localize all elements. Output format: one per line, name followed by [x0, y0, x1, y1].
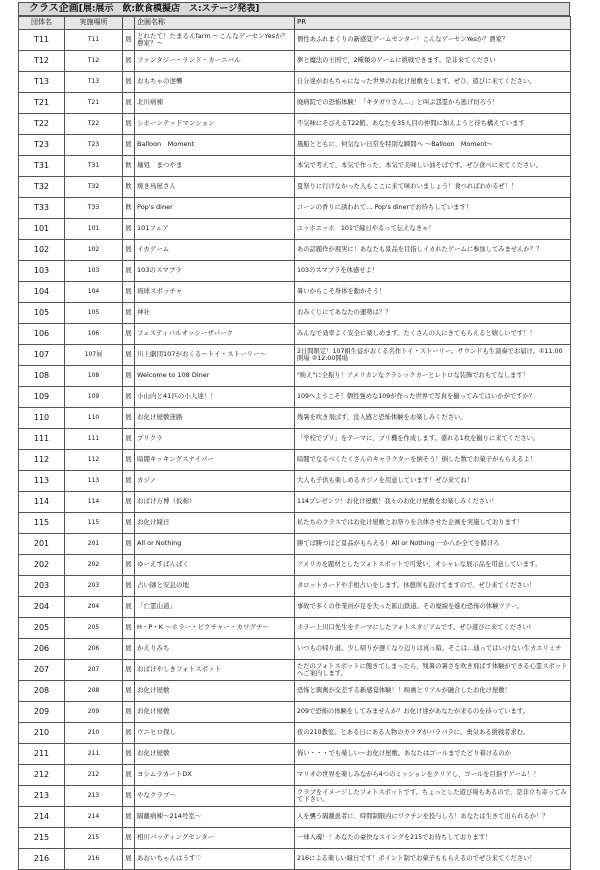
type-cell: 展 — [123, 786, 135, 807]
project-name-cell: 北川病棟 — [135, 93, 295, 114]
type-cell: 展 — [123, 597, 135, 618]
pr-cell: 残暑を吹き飛ばす、没入感と恐怖体験をお楽しみください。 — [295, 408, 571, 429]
group-id-cell: 214 — [19, 807, 65, 828]
type-cell: 展 — [123, 135, 135, 156]
venue-cell: 210 — [65, 723, 123, 744]
project-name-cell: Balloon Moment — [135, 135, 295, 156]
project-name-cell: 琉球スポッチャ — [135, 282, 295, 303]
type-cell: 展 — [123, 555, 135, 576]
table-row — [19, 513, 571, 534]
pr-cell: 怖い・・・でも楽しい～お化け屋敷。あなたはゴールまでたどり着けるのか — [295, 744, 571, 765]
table-row — [19, 72, 571, 93]
pr-cell: 私たちのクラスではお化け屋敷とお祭りを合体させた企画を実施しております！ — [295, 513, 571, 534]
venue-cell: 214 — [65, 807, 123, 828]
pr-cell: 一球入魂！！あなたの豪快なスイングを215でお待ちしております！ — [295, 828, 571, 849]
venue-cell: 104 — [65, 282, 123, 303]
pr-cell: 夜の210教室。とある日にある人物のカラダがバラバラに。勇気ある挑戦者求む。 — [295, 723, 571, 744]
group-id-cell: 110 — [19, 408, 65, 429]
type-cell: 展 — [123, 765, 135, 786]
table-row — [19, 240, 571, 261]
project-name-cell: 暗闇キッキングスナイパー — [135, 450, 295, 471]
table-row — [19, 282, 571, 303]
pr-cell: 本気で考えて、本気で作った、本気で美味しい油そばです。ぜひ食べに来てください。 — [295, 156, 571, 177]
project-name-cell: お化け屋敷迷路 — [135, 408, 295, 429]
category-legend: [展:展示 飲:飲食模擬店 ス:ステージ発表] — [78, 4, 260, 14]
group-id-cell: 202 — [19, 555, 65, 576]
project-name-cell: 隔離病棟～214号室～ — [135, 807, 295, 828]
project-name-cell: お化け屋敷 — [135, 744, 295, 765]
type-cell: 展 — [123, 345, 135, 366]
pr-cell: タロットカードや手相占いをします。休憩所も設けてますので、ぜひ来てください！ — [295, 576, 571, 597]
group-id-cell: 109 — [19, 387, 65, 408]
pr-cell: 暑いからこそ身体を動かそう！ — [295, 282, 571, 303]
group-id-cell: 215 — [19, 828, 65, 849]
project-name-cell: Welcome to 108 Diner — [135, 366, 295, 387]
table-row — [19, 408, 571, 429]
pr-cell: いつもの帰り道。少し帰りが遅くなり辺りは真っ暗。そこは…通ってはいけない生カエリミチ — [295, 639, 571, 660]
group-id-cell: 206 — [19, 639, 65, 660]
pr-cell: 大人も子供も楽しめるカジノを用意しています！ぜひ来てね！ — [295, 471, 571, 492]
project-name-cell: やなクラブ～ — [135, 786, 295, 807]
project-name-cell: ファンタジー・ランド・カーニバル — [135, 51, 295, 72]
venue-cell: 101 — [65, 219, 123, 240]
type-cell: 展 — [123, 723, 135, 744]
project-name-cell: あおいちゃんはうす♡ — [135, 849, 295, 870]
project-name-cell: Pop's diner — [135, 198, 295, 219]
group-id-cell: 115 — [19, 513, 65, 534]
pr-cell: 夢と魔法の王国で、2種類のゲームに挑戦できます。是非来てください — [295, 51, 571, 72]
venue-cell: T22 — [65, 114, 123, 135]
type-cell: 展 — [123, 93, 135, 114]
table-row — [19, 492, 571, 513]
table-row — [19, 198, 571, 219]
group-id-cell: 105 — [19, 303, 65, 324]
group-id-cell: T11 — [19, 30, 65, 51]
type-cell: 展 — [123, 660, 135, 681]
type-cell: 飲 — [123, 156, 135, 177]
pr-cell: マリオの世界を楽しみながら4つのミッションをクリアし、ゴールを目指すゲーム！！ — [295, 765, 571, 786]
venue-cell: 114 — [65, 492, 123, 513]
venue-cell: 113 — [65, 471, 123, 492]
group-id-cell: 212 — [19, 765, 65, 786]
pr-cell: 109へようこそ！個性強めな109が作った世界で写真を撮ってみてはいかがですか？ — [295, 387, 571, 408]
group-id-cell: T31 — [19, 156, 65, 177]
table-row — [19, 345, 571, 366]
venue-cell: T21 — [65, 93, 123, 114]
pr-cell: "映え"に全振り！アメリカンなクラシックカーとレトロな装飾でおもてなします！ — [295, 366, 571, 387]
table-row — [19, 828, 571, 849]
type-cell: 展 — [123, 450, 135, 471]
group-id-cell: T22 — [19, 114, 65, 135]
venue-cell: 110 — [65, 408, 123, 429]
group-id-cell: 107 — [19, 345, 65, 366]
venue-cell: 202 — [65, 555, 123, 576]
venue-cell: T11 — [65, 30, 123, 51]
project-name-cell: イカゲーム — [135, 240, 295, 261]
venue-cell: 103 — [65, 261, 123, 282]
pr-cell: ホラー上川口先生をテーマにしたフォトスタジアムです。ぜひ遊びに来てください! — [295, 618, 571, 639]
project-name-cell: H・P・K ～ホラー・ピクチャー・カワグチ～ — [135, 618, 295, 639]
group-id-cell: 106 — [19, 324, 65, 345]
table-row — [19, 786, 571, 807]
title-bar — [18, 2, 570, 16]
group-id-cell: 211 — [19, 744, 65, 765]
type-cell: 展 — [123, 492, 135, 513]
table-row — [19, 324, 571, 345]
pr-cell: ただのフォトスポットに飽きてしまったら、残暑の暑さを吹き飛ばす体験ができる心霊スポットへご案内します。 — [295, 660, 571, 681]
type-cell: 展 — [123, 282, 135, 303]
table-row — [19, 576, 571, 597]
type-cell: 展 — [123, 618, 135, 639]
table-row — [19, 618, 571, 639]
group-id-cell: 104 — [19, 282, 65, 303]
venue-cell: 112 — [65, 450, 123, 471]
pr-cell: 個性あふれまくりの新感覚ゲームセンター！こんなゲーセンYesか？農家？ — [295, 30, 571, 51]
table-row — [19, 807, 571, 828]
venue-cell: 205 — [65, 618, 123, 639]
class-projects-table — [18, 16, 571, 870]
project-name-cell: おもちゃの逆襲 — [135, 72, 295, 93]
project-name-cell: ゆーえすばんばく — [135, 555, 295, 576]
type-cell: 展 — [123, 261, 135, 282]
group-id-cell: T12 — [19, 51, 65, 72]
venue-cell: 209 — [65, 702, 123, 723]
project-name-cell: 小山内と41匹の小人達！！ — [135, 387, 295, 408]
table-row — [19, 135, 571, 156]
group-id-cell: 209 — [19, 702, 65, 723]
type-cell: 展 — [123, 702, 135, 723]
group-id-cell: 112 — [19, 450, 65, 471]
group-id-cell: 205 — [19, 618, 65, 639]
pr-cell: あの話題作が現実に！あなたも景品を目指しイカれたゲームに参加してみませんか？？ — [295, 240, 571, 261]
project-name-cell: 占い師と安息の地 — [135, 576, 295, 597]
table-row — [19, 303, 571, 324]
venue-cell: 203 — [65, 576, 123, 597]
group-id-cell: 103 — [19, 261, 65, 282]
table-row — [19, 51, 571, 72]
pr-cell: 風船とともに、何気ない日常を特別な瞬間へ ～Balloon Moment～ — [295, 135, 571, 156]
pr-cell: 114プレゼンツ！お化け屋敷！我々のお化け屋敷をお楽しみください！ — [295, 492, 571, 513]
pr-cell: クラブをイメージしたフォトスポットです。ちょっとした遊び場もあるので、是非立ち寄ってみて下さい。 — [295, 786, 571, 807]
pr-cell: コーンの香りに誘われて… Pop's dinerでお待ちしています！ — [295, 198, 571, 219]
group-id-cell: T32 — [19, 177, 65, 198]
project-name-cell: おばけやしきフォトスポット — [135, 660, 295, 681]
type-cell: 展 — [123, 849, 135, 870]
project-name-cell: 焼き鳥屋さん — [135, 177, 295, 198]
pr-cell: みんなで効率よく安全に楽しめます。たくさんの人にきてもらえると嬉しいです！！ — [295, 324, 571, 345]
table-row — [19, 723, 571, 744]
table-row — [19, 93, 571, 114]
type-cell: 展 — [123, 744, 135, 765]
project-name-cell: とれたて！たまるんfarm ～こんなゲーセンYesか？農家？～ — [135, 30, 295, 51]
project-name-cell: 川上劇団107がおくる～トイ・ストーリー～ — [135, 345, 295, 366]
group-id-cell: 207 — [19, 660, 65, 681]
pr-cell: 「学校でプリ」をテーマに、プリ機を作成します。盛れる1枚を撮りに来てください。 — [295, 429, 571, 450]
venue-cell: 212 — [65, 765, 123, 786]
group-id-cell: 101 — [19, 219, 65, 240]
column-header-pr: PR — [295, 17, 571, 30]
project-name-cell: シホーンテッドマンション — [135, 114, 295, 135]
type-cell: 展 — [123, 219, 135, 240]
table-row — [19, 597, 571, 618]
group-id-cell: 114 — [19, 492, 65, 513]
type-cell: 展 — [123, 828, 135, 849]
venue-cell: 106 — [65, 324, 123, 345]
type-cell: 展 — [123, 303, 135, 324]
venue-cell: 102 — [65, 240, 123, 261]
pr-cell: 廃病院での恐怖体験！「キタガワさん…」と叫ぶ怨霊から逃げ切ろう！ — [295, 93, 571, 114]
table-header-row — [19, 17, 571, 30]
table-row — [19, 261, 571, 282]
table-row — [19, 156, 571, 177]
pr-cell: 216による楽しい縁日です！ポイント制でお菓子ももらえるのでぜひ来てください！ — [295, 849, 571, 870]
pr-cell: 人を襲う隔離患者に、時間制限内にワクチンを投与しろ！あなたは生きて出られるか！？ — [295, 807, 571, 828]
type-cell: 展 — [123, 366, 135, 387]
group-id-cell: 216 — [19, 849, 65, 870]
pr-cell: 103のスマブラを体感せよ！ — [295, 261, 571, 282]
type-cell: 展 — [123, 576, 135, 597]
project-name-cell: お化け縁日 — [135, 513, 295, 534]
venue-cell: 108 — [65, 366, 123, 387]
project-name-cell: 相川バッティングセンター — [135, 828, 295, 849]
group-id-cell: T21 — [19, 93, 65, 114]
table-row — [19, 429, 571, 450]
table-row — [19, 366, 571, 387]
project-name-cell: 麺処 まつやま — [135, 156, 295, 177]
type-cell: 展 — [123, 534, 135, 555]
group-id-cell: 108 — [19, 366, 65, 387]
type-cell: 展 — [123, 681, 135, 702]
type-cell: 展 — [123, 513, 135, 534]
pr-cell: 2日間限定！107組生徒がおくる名作トイ・ストーリー。サウンドも生演奏でお届け。①11:00開場 ②12:00開場 — [295, 345, 571, 366]
type-cell: 展 — [123, 114, 135, 135]
pr-cell: 夏祭りに行けなかった人もここに来て味わいましょう！食べればわかるぜ！！ — [295, 177, 571, 198]
group-id-cell: 204 — [19, 597, 65, 618]
venue-cell: 211 — [65, 744, 123, 765]
venue-cell: 111 — [65, 429, 123, 450]
group-id-cell: 210 — [19, 723, 65, 744]
group-id-cell: T23 — [19, 135, 65, 156]
project-name-cell: プリクラ — [135, 429, 295, 450]
venue-cell: 201 — [65, 534, 123, 555]
table-row — [19, 660, 571, 681]
pr-cell: 暗闇でなるべくたくさんのキャラクターを倒そう！倒した数でお菓子がもらえるよ！ — [295, 450, 571, 471]
project-name-cell: 101フェア — [135, 219, 295, 240]
type-cell: 展 — [123, 471, 135, 492]
group-id-cell: T13 — [19, 72, 65, 93]
pr-cell: 恐怖と興奮が交差する新感覚体験！！映画とリアルが融合したお化け屋敷！ — [295, 681, 571, 702]
type-cell: 展 — [123, 807, 135, 828]
venue-cell: T32 — [65, 177, 123, 198]
table-row — [19, 114, 571, 135]
group-id-cell: 201 — [19, 534, 65, 555]
venue-cell: T13 — [65, 72, 123, 93]
table-row — [19, 471, 571, 492]
group-id-cell: 102 — [19, 240, 65, 261]
type-cell: 飲 — [123, 198, 135, 219]
pr-cell: 不気味にそびえるT22館。あなたを35人目の仲間に加えようと待ち構えています — [295, 114, 571, 135]
venue-cell: 204 — [65, 597, 123, 618]
group-id-cell: 203 — [19, 576, 65, 597]
group-id-cell: T33 — [19, 198, 65, 219]
type-cell: 展 — [123, 639, 135, 660]
column-header-type — [123, 17, 135, 30]
venue-cell: 207 — [65, 660, 123, 681]
venue-cell: 206 — [65, 639, 123, 660]
venue-cell: 105 — [65, 303, 123, 324]
venue-cell: 115 — [65, 513, 123, 534]
table-row — [19, 177, 571, 198]
pr-cell: 自分達がおもちゃになった世界のお化け屋敷をします。ぜひ、遊びに来てください。 — [295, 72, 571, 93]
table-row — [19, 219, 571, 240]
group-id-cell: 208 — [19, 681, 65, 702]
column-header-name: 企画名称 — [135, 17, 295, 30]
type-cell: 展 — [123, 387, 135, 408]
group-id-cell: 111 — [19, 429, 65, 450]
type-cell: 展 — [123, 408, 135, 429]
project-name-cell: おばけ万博（仮称） — [135, 492, 295, 513]
project-name-cell: 神社 — [135, 303, 295, 324]
venue-cell: 107展 — [65, 345, 123, 366]
project-name-cell: 103のスマブラ — [135, 261, 295, 282]
venue-cell: 208 — [65, 681, 123, 702]
group-id-cell: 113 — [19, 471, 65, 492]
table-row — [19, 849, 571, 870]
table-row — [19, 30, 571, 51]
type-cell: 展 — [123, 72, 135, 93]
venue-cell: 109 — [65, 387, 123, 408]
project-name-cell: フェスティバルオッシーザパーク — [135, 324, 295, 345]
type-cell: 展 — [123, 51, 135, 72]
table-row — [19, 681, 571, 702]
venue-cell: T33 — [65, 198, 123, 219]
project-name-cell: All or Nothing — [135, 534, 295, 555]
table-row — [19, 639, 571, 660]
pr-cell: 事故で多くの作業員が足を失った鉱山鉄道。その廃線を進む恐怖の体験ツアー。 — [295, 597, 571, 618]
table-row — [19, 765, 571, 786]
table-row — [19, 744, 571, 765]
project-name-cell: お化け屋敷 — [135, 702, 295, 723]
venue-cell: T23 — [65, 135, 123, 156]
project-name-cell: カジノ — [135, 471, 295, 492]
table-row — [19, 534, 571, 555]
venue-cell: 213 — [65, 786, 123, 807]
venue-cell: T31 — [65, 156, 123, 177]
type-cell: 展 — [123, 30, 135, 51]
pr-cell: 勝てば勝つほど景品がもらえる！All or Nothing 一か八か全てを賭けろ — [295, 534, 571, 555]
column-header-venue: 実施場所 — [65, 17, 123, 30]
page-title: クラス企画 — [29, 3, 79, 14]
group-id-cell: 213 — [19, 786, 65, 807]
pr-cell: 209で恐怖の体験をしてみませんか？お化け達があなたが来るのを待っています。 — [295, 702, 571, 723]
pr-cell: エッホエッホ 101で縁日やるって伝えなきゃ！ — [295, 219, 571, 240]
table-row — [19, 387, 571, 408]
venue-cell: 216 — [65, 849, 123, 870]
type-cell: 展 — [123, 324, 135, 345]
project-name-cell: 「亡霊山道」 — [135, 597, 295, 618]
project-name-cell: お化け屋敷 — [135, 681, 295, 702]
pr-cell: アメリカを題材としたフォトスポットで可愛い、オシャレな展示品を用意しています。 — [295, 555, 571, 576]
column-header-group: 団体名 — [19, 17, 65, 30]
project-name-cell: ヨシムラカートDX — [135, 765, 295, 786]
project-name-cell: ウニヒロ探し — [135, 723, 295, 744]
venue-cell: 215 — [65, 828, 123, 849]
type-cell: 展 — [123, 240, 135, 261]
table-row — [19, 702, 571, 723]
table-row — [19, 555, 571, 576]
project-name-cell: かえりみち — [135, 639, 295, 660]
type-cell: 展 — [123, 429, 135, 450]
pr-cell: おみくじにてあなたの運勢は？？ — [295, 303, 571, 324]
table-row — [19, 450, 571, 471]
venue-cell: T12 — [65, 51, 123, 72]
type-cell: 飲 — [123, 177, 135, 198]
